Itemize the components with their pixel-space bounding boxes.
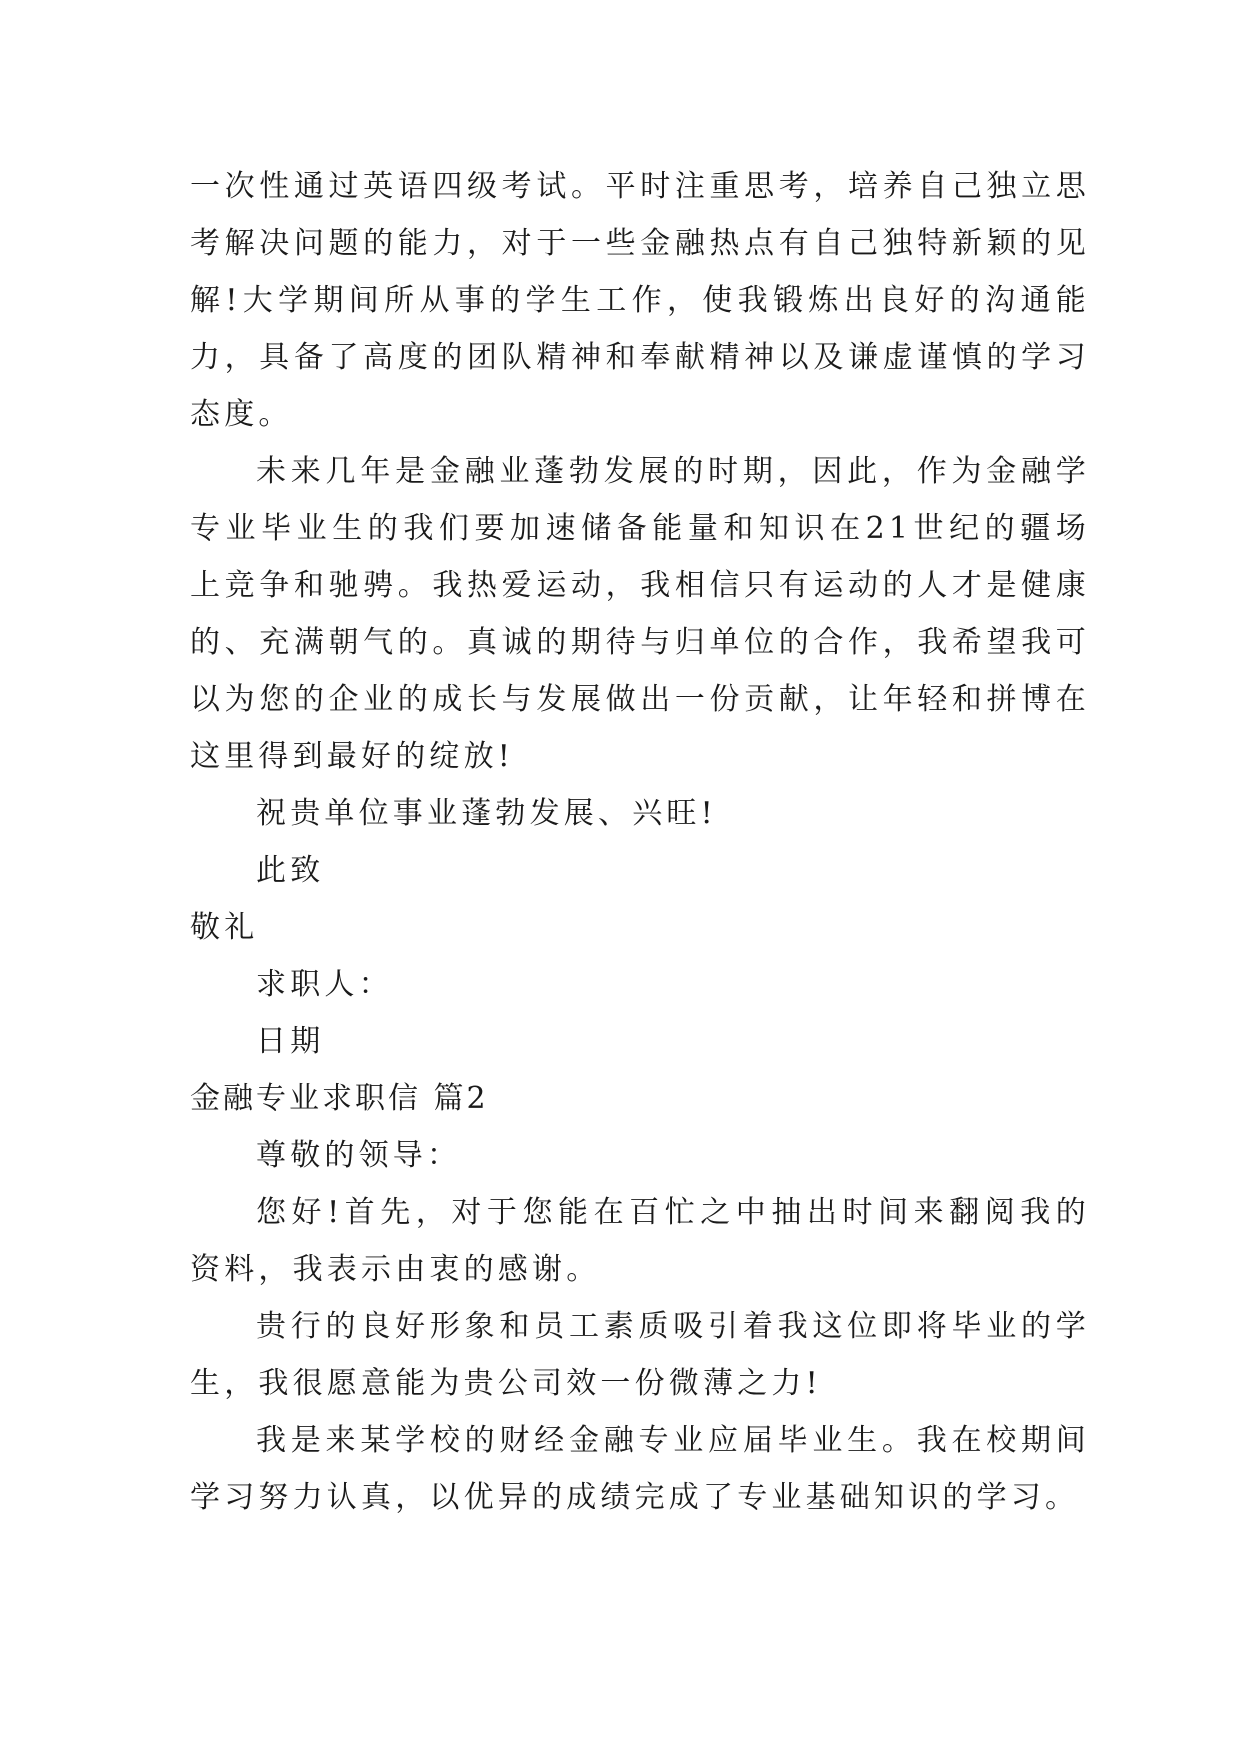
- closing-jingli: 敬礼: [190, 910, 259, 945]
- paragraph-greeting: 您好!首先，对于您能在百忙之中抽出时间来翻阅我的资料，我表示由衷的感谢。: [190, 1195, 1090, 1287]
- date-label: 日期: [256, 1024, 325, 1059]
- paragraph-education: 我是来某学校的财经金融专业应届毕业生。我在校期间学习努力认真，以优异的成绩完成了专业基础知识的学习。: [190, 1423, 1090, 1515]
- paragraph-outlook: 未来几年是金融业蓬勃发展的时期，因此，作为金融学专业毕业生的我们要加速储备能量和知识在21世纪的疆场上竞争和驰骋。我热爱运动，我相信只有运动的人才是健康的、充满朝气的。真诚的期待与归单位的合作，我希望我可以为您的企业的成长与发展做出一份贡献，让年轻和拼博在这里得到最好的绽放!: [190, 454, 1090, 774]
- salutation: 尊敬的领导：: [256, 1138, 462, 1173]
- applicant-label: 求职人：: [256, 967, 393, 1002]
- paragraph-self-assessment: 一次性通过英语四级考试。平时注重思考，培养自己独立思考解决问题的能力，对于一些金融热点有自己独特新颖的见解!大学期间所从事的学生工作，使我锻炼出良好的沟通能力，具备了高度的团队精神和奉献精神以及谦虚谨慎的学习态度。: [190, 169, 1090, 432]
- closing-cizhi: 此致: [256, 853, 325, 888]
- letter-body: [190, 158, 1090, 1526]
- section-heading: 金融专业求职信 篇2: [190, 1081, 489, 1116]
- paragraph-interest: 贵行的良好形象和员工素质吸引着我这位即将毕业的学生，我很愿意能为贵公司效一份微薄之力!: [190, 1309, 1090, 1401]
- paragraph-wishes: 祝贵单位事业蓬勃发展、兴旺!: [256, 796, 717, 831]
